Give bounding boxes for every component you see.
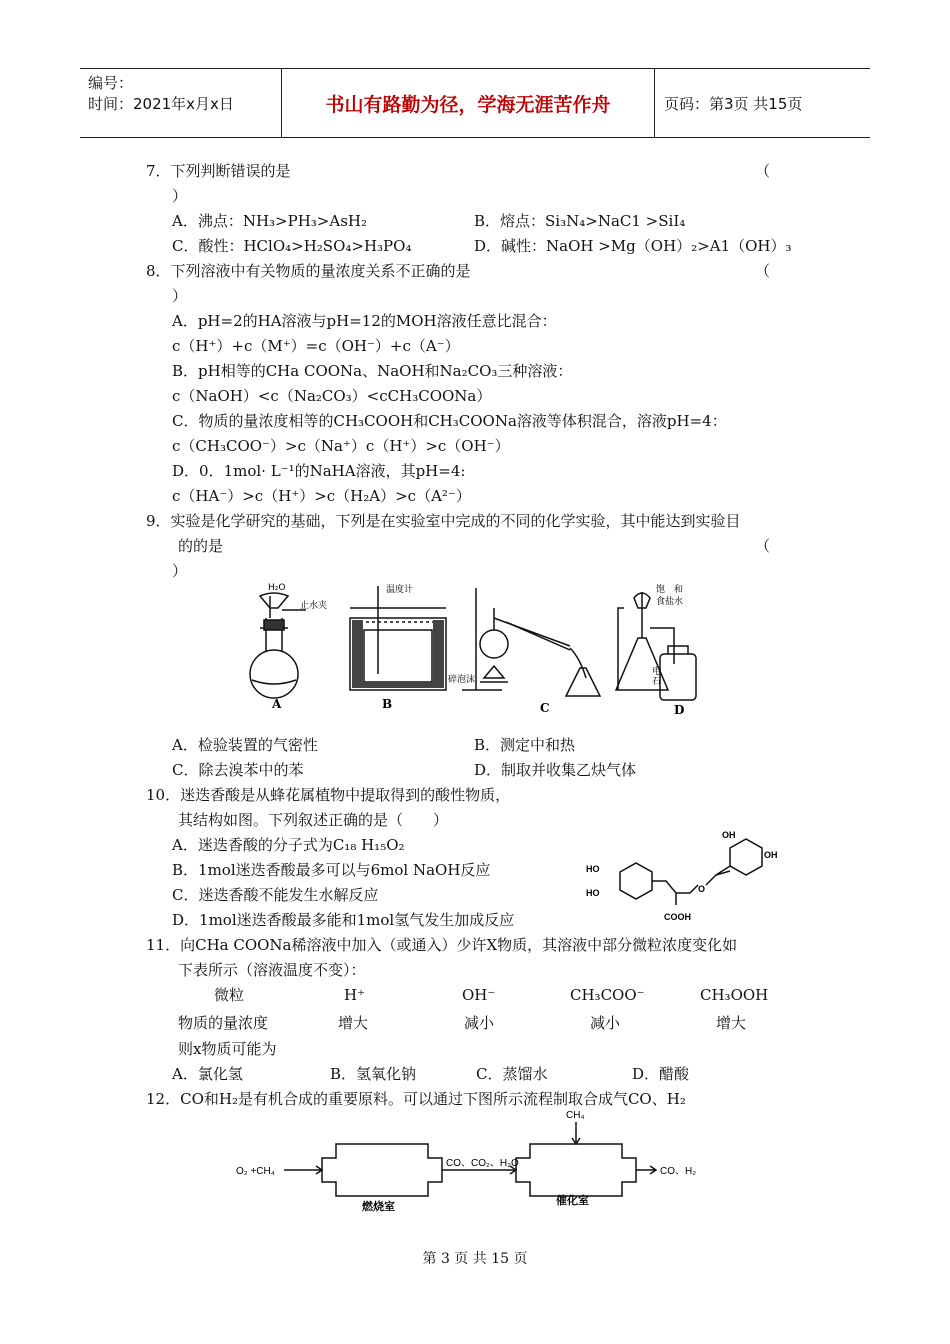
q7-option-a: A．沸点：NH₃>PH₃>AsH₂ bbox=[172, 212, 368, 230]
q10-option-d: D．1mol迷迭香酸最多能和1mol氢气发生加成反应 bbox=[172, 911, 515, 929]
q7-stem: 7．下列判断错误的是 bbox=[146, 162, 291, 180]
q11-header-h: H⁺ bbox=[344, 986, 365, 1004]
q8-option-d-line1: D．0．1mol· L⁻¹的NaHA溶液，其pH=4: bbox=[172, 462, 466, 480]
q12-flow-diagram bbox=[232, 1104, 702, 1214]
apparatus-b-label: B bbox=[382, 697, 393, 711]
label-clamp: 止水夹 bbox=[300, 601, 328, 611]
q9-option-a: A．检验装置的气密性 bbox=[172, 736, 318, 754]
q11-stem-line2: 下表所示（溶液温度不变）： bbox=[178, 961, 366, 979]
q11-header-ch3coo: CH₃COO⁻ bbox=[570, 986, 645, 1004]
q8-stem: 8．下列溶液中有关物质的量浓度关系不正确的是 bbox=[146, 262, 471, 280]
flow-ch4: CH₄ bbox=[566, 1110, 585, 1121]
q11-stem-line1: 11．向CHa COONa稀溶液中加入（或通入）少许X物质，其溶液中部分微粒浓度变化如 bbox=[146, 936, 738, 954]
q8-option-d-line2: c（HA⁻）>c（H⁺）>c（H₂A）>c（A²⁻） bbox=[172, 487, 471, 505]
q8-option-a-line2: c（H⁺）+c（M⁺）=c（OH⁻）+c（A⁻） bbox=[172, 337, 460, 355]
q7-option-d: D．碱性：NaOH >Mg（OH）₂>A1（OH）₃ bbox=[474, 237, 792, 255]
q11-row-label: 物质的量浓度 bbox=[178, 1014, 269, 1032]
q11-cell-oh: 减小 bbox=[464, 1014, 495, 1032]
q11-option-d: D．醋酸 bbox=[632, 1065, 690, 1083]
apparatus-c bbox=[462, 588, 600, 696]
page-header bbox=[80, 68, 870, 138]
time-label: 时间：2021年x月x日 bbox=[88, 95, 234, 113]
q9-stem-line1: 9．实验是化学研究的基础，下列是在实验室中完成的不同的化学实验，其中能达到实验目 bbox=[146, 512, 741, 530]
number-label: 编号： bbox=[88, 74, 134, 92]
q7-paren-open: （ bbox=[755, 162, 771, 180]
struct-oh-1: OH bbox=[722, 830, 736, 840]
q10-stem-line2: 其结构如图。下列叙述正确的是（ ） bbox=[178, 811, 449, 829]
q9-apparatus-figure bbox=[240, 578, 720, 718]
q11-header-species: 微粒 bbox=[214, 986, 245, 1004]
q9-option-d: D．制取并收集乙炔气体 bbox=[474, 761, 637, 779]
q11-cell-ch3cooh: 增大 bbox=[716, 1014, 747, 1032]
flow-chamber2: 催化室 bbox=[556, 1194, 589, 1207]
header-page-info: 页码：第3页 共15页 bbox=[664, 94, 803, 113]
q8-paren-open: （ bbox=[755, 262, 771, 280]
q7-paren-close: ） bbox=[172, 187, 188, 205]
page-footer: 第 3 页 共 15 页 bbox=[422, 1251, 528, 1267]
q9-paren-close: ） bbox=[172, 562, 188, 580]
q11-header-ch3cooh: CH₃OOH bbox=[700, 986, 769, 1004]
struct-oh-2: OH bbox=[764, 850, 778, 860]
q11-then: 则x物质可能为 bbox=[178, 1040, 277, 1058]
q12-stem: 12．CO和H₂是有机合成的重要原料。可以通过下图所示流程制取合成气CO、H₂ bbox=[146, 1090, 686, 1108]
q11-option-c: C．蒸馏水 bbox=[476, 1065, 548, 1083]
q11-cell-h: 增大 bbox=[338, 1014, 369, 1032]
q11-option-a: A．氯化氢 bbox=[172, 1065, 243, 1083]
q7-option-c: C．酸性：HClO₄>H₂SO₄>H₃PO₄ bbox=[172, 237, 412, 255]
q9-paren-open: （ bbox=[755, 537, 771, 555]
q10-option-a: A．迷迭香酸的分子式为C₁₈ H₁₅O₂ bbox=[172, 836, 405, 854]
struct-cooh: COOH bbox=[664, 912, 691, 922]
label-carbide-1: 电 bbox=[652, 667, 662, 677]
label-brine-2: 食盐水 bbox=[656, 597, 684, 607]
q9-option-b: B．测定中和热 bbox=[474, 736, 576, 754]
struct-o: O bbox=[698, 884, 706, 894]
apparatus-b bbox=[350, 586, 446, 690]
q11-header-oh: OH⁻ bbox=[462, 986, 496, 1004]
header-meta bbox=[80, 69, 282, 137]
label-carbide-2: 石 bbox=[652, 677, 662, 687]
q10-option-b: B．1mol迷迭香酸最多可以与6mol NaOH反应 bbox=[172, 861, 491, 879]
apparatus-c-label: C bbox=[540, 701, 550, 715]
q8-option-c-line1: C．物质的量浓度相等的CH₃COOH和CH₃COONa溶液等体积混合，溶液pH=4： bbox=[172, 412, 727, 430]
q8-option-b-line1: B．pH相等的CHa COONa、NaOH和Na₂CO₃三种溶液： bbox=[172, 362, 573, 380]
q10-stem-line1: 10．迷迭香酸是从蜂花属植物中提取得到的酸性物质， bbox=[146, 786, 511, 804]
q8-option-c-line2: c（CH₃COO⁻）>c（Na⁺）c（H⁺）>c（OH⁻） bbox=[172, 437, 510, 455]
q8-option-b-line2: c（NaOH）<c（Na₂CO₃）<cCH₃COONa） bbox=[172, 387, 492, 405]
q7-option-b: B．熔点：Si₃N₄>NaC1 >SiI₄ bbox=[474, 212, 686, 230]
q8-option-a-line1: A．pH=2的HA溶液与pH=12的MOH溶液任意比混合： bbox=[172, 312, 557, 330]
q9-stem-line2: 的的是 bbox=[178, 537, 224, 555]
q11-option-b: B．氢氧化钠 bbox=[330, 1065, 417, 1083]
flow-chamber1: 燃烧室 bbox=[362, 1200, 395, 1213]
flow-mid: CO、CO₂、H₂O bbox=[446, 1158, 519, 1169]
rosmarinic-acid-structure bbox=[582, 828, 782, 928]
label-foam: 碎泡沫 bbox=[448, 675, 476, 685]
q8-paren-close: ） bbox=[172, 287, 188, 305]
header-motto: 书山有路勤为径，学海无涯苦作舟 bbox=[282, 69, 655, 137]
apparatus-a-label: A bbox=[272, 697, 282, 711]
struct-ho-1: HO bbox=[586, 864, 600, 874]
flow-input: O₂ +CH₄ bbox=[236, 1166, 275, 1177]
q11-cell-ch3coo: 减小 bbox=[590, 1014, 621, 1032]
flow-output: CO、H₂ bbox=[660, 1166, 697, 1177]
label-water: H₂O bbox=[268, 583, 286, 593]
label-thermometer: 温度计 bbox=[386, 585, 414, 595]
q9-option-c: C．除去溴苯中的苯 bbox=[172, 761, 304, 779]
apparatus-a bbox=[250, 593, 306, 698]
struct-ho-2: HO bbox=[586, 888, 600, 898]
label-brine-1: 饱 和 bbox=[656, 585, 684, 595]
apparatus-d-label: D bbox=[674, 703, 685, 717]
q10-option-c: C．迷迭香酸不能发生水解反应 bbox=[172, 886, 379, 904]
